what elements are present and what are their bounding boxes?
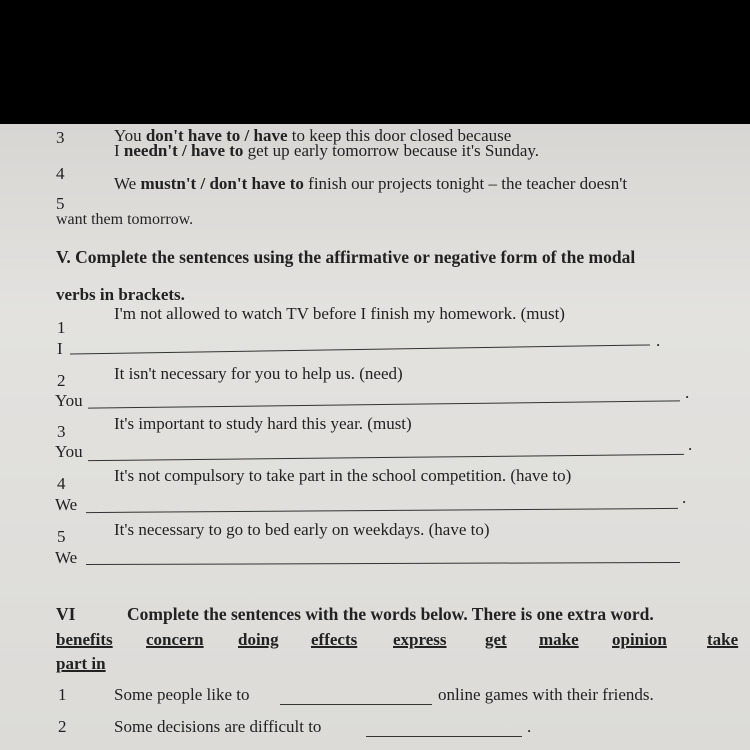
s5-item-2-num: 2 [57, 371, 66, 390]
s5-item-4-answer-line[interactable] [86, 508, 678, 513]
word-bank-item: effects [311, 630, 358, 649]
s4-item-3-num: 3 [56, 128, 65, 147]
s5-heading-line2: verbs in brackets. [56, 285, 185, 304]
s5-item-4-subject: We [55, 495, 78, 514]
s6-item-1-after: online games with their friends. [438, 685, 654, 704]
s4-continuation: want them tomorrow. [56, 211, 194, 228]
s5-item-4-end: . [682, 488, 687, 507]
s5-item-2-prompt: It isn't necessary for you to help us. (need) [114, 364, 403, 383]
s4-item-4-text: I needn't / have to get up early tomorrow because it's Sunday. [114, 141, 540, 160]
word-bank-item: express [393, 630, 447, 649]
s5-item-3-prompt: It's important to study hard this year. (must) [114, 414, 412, 433]
s6-item-1-before: Some people like to [114, 685, 250, 704]
s5-item-2-subject: You [55, 391, 83, 410]
s6-item-1-answer-line[interactable] [280, 704, 432, 705]
s4-item-5-text: We mustn't / don't have to finish our projects tonight – the teacher doesn't [114, 174, 628, 193]
s5-item-5-subject: We [55, 548, 78, 567]
s4-item-5-num: 5 [56, 194, 65, 213]
s5-item-3-answer-line[interactable] [88, 454, 684, 461]
worksheet-page [0, 124, 750, 750]
word-bank-item: opinion [612, 630, 667, 649]
black-top-margin [0, 0, 750, 124]
s5-item-5-answer-line[interactable] [86, 562, 680, 565]
word-bank-item: part in [56, 654, 106, 673]
s6-item-2-num: 2 [58, 717, 67, 736]
s4-item-3-text: You don't have to / have to keep this door closed because [114, 126, 512, 145]
s5-item-2-end: . [685, 383, 690, 402]
s6-label: VI [56, 604, 76, 624]
word-bank-item: doing [238, 630, 279, 649]
s6-heading: Complete the sentences with the words below. There is one extra word. [127, 604, 654, 624]
s5-item-5-num: 5 [57, 527, 66, 546]
s5-item-1-num: 1 [57, 318, 66, 337]
s5-item-1-end: . [656, 331, 661, 350]
s6-item-2-before: Some decisions are difficult to [114, 717, 322, 736]
word-bank-item: get [485, 630, 507, 649]
word-bank-item: benefits [56, 630, 113, 649]
word-bank-item: concern [146, 630, 204, 649]
s5-item-4-num: 4 [57, 474, 66, 493]
s6-item-2-answer-line[interactable] [366, 736, 522, 737]
s5-item-3-subject: You [55, 442, 83, 461]
s5-item-3-num: 3 [57, 422, 66, 441]
s4-item-4-num: 4 [56, 164, 65, 183]
s5-heading-line1: V. Complete the sentences using the affirmative or negative form of the modal [56, 247, 636, 267]
s5-item-3-end: . [688, 435, 693, 454]
s5-item-1-prompt: I'm not allowed to watch TV before I finish my homework. (must) [114, 304, 565, 323]
s5-item-1-subject: I [57, 339, 63, 358]
s5-item-1-answer-line[interactable] [70, 344, 650, 354]
word-bank-item: make [539, 630, 579, 649]
s6-item-1-num: 1 [58, 685, 67, 704]
s5-item-4-prompt: It's not compulsory to take part in the school competition. (have to) [114, 466, 572, 485]
s5-item-5-prompt: It's necessary to go to bed early on weekdays. (have to) [114, 520, 490, 539]
s6-item-2-after: . [527, 717, 532, 736]
s5-item-2-answer-line[interactable] [88, 400, 680, 408]
word-bank-item: take [707, 630, 739, 649]
